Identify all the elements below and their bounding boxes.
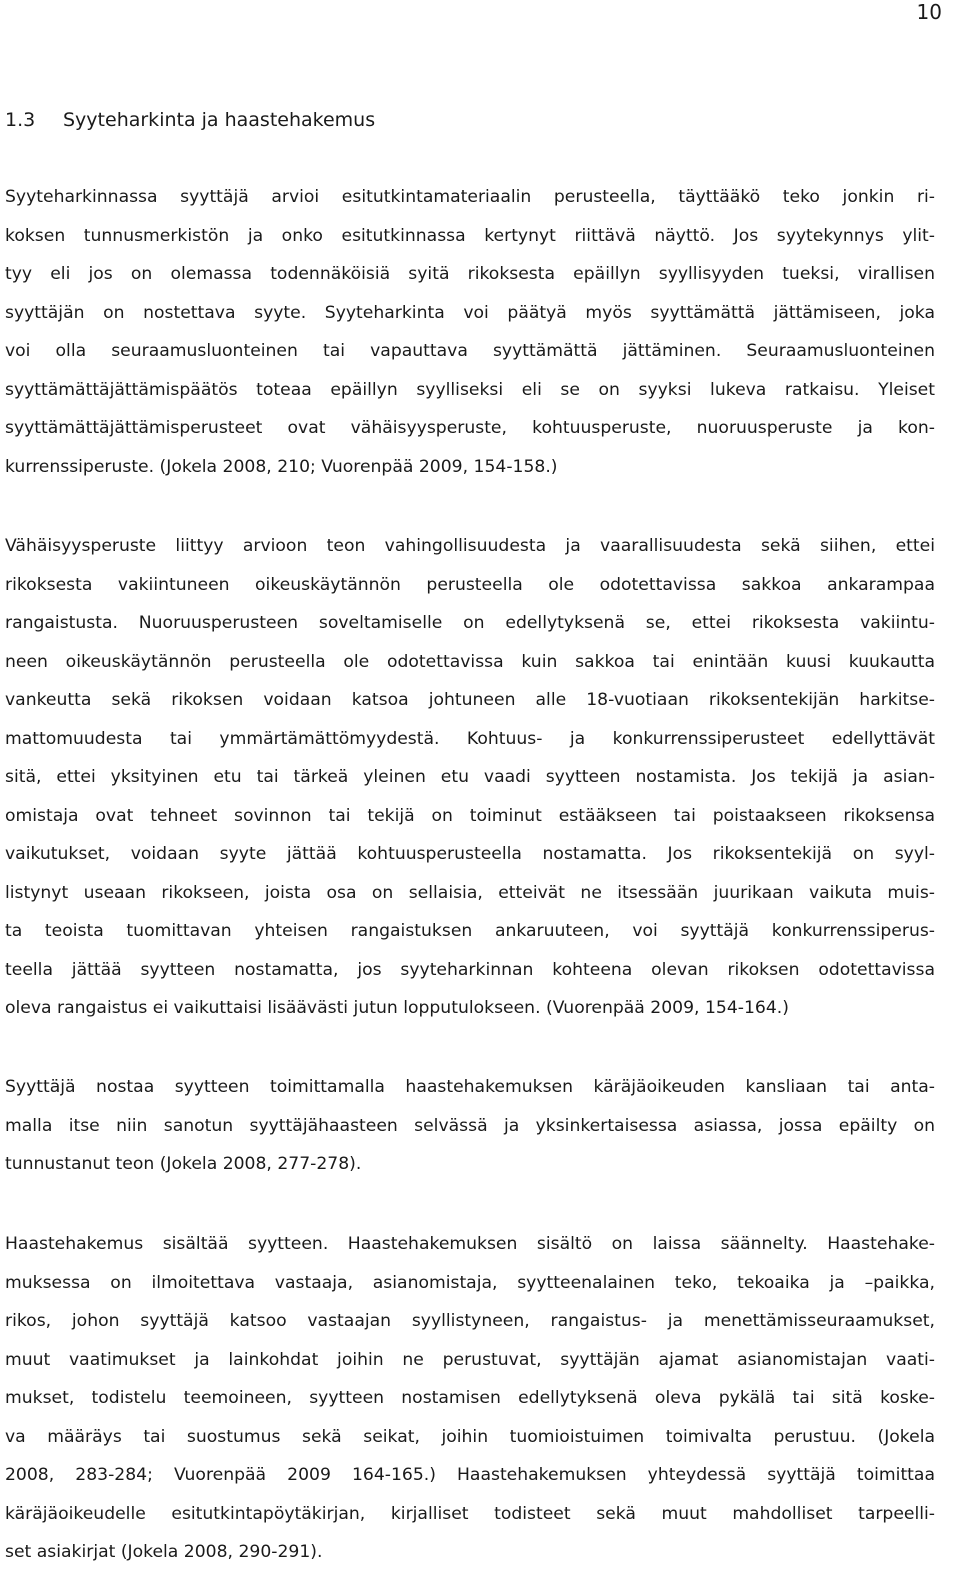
text-line: omistaja ovat tehneet sovinnon tai tekijä on toiminut estääkseen tai poistaakseen rikoksensa xyxy=(5,805,935,826)
text-line: set asiakirjat (Jokela 2008, 290-291). xyxy=(5,1542,323,1562)
text-line: syyttäjän on nostettava syyte. Syyteharkinta voi päätyä myös syyttämättä jättämiseen, joka xyxy=(5,302,935,323)
text-line: koksen tunnusmerkistön ja onko esitutkinnassa kertynyt riittävä näyttö. Jos syytekynnys ylit- xyxy=(5,225,935,246)
text-line: kurrenssiperuste. (Jokela 2008, 210; Vuorenpää 2009, 154-158.) xyxy=(5,456,558,477)
text-line: käräjäoikeudelle esitutkintapöytäkirjan, kirjalliset todisteet sekä muut mahdolliset tarpeelli- xyxy=(5,1503,935,1524)
text-line: Syyttäjä nostaa syytteen toimittamalla haastehakemuksen käräjäoikeuden kansliaan tai anta- xyxy=(5,1077,935,1097)
paragraph-haastehakemus xyxy=(5,1225,935,1572)
text-line: malla itse niin sanotun syyttäjähaasteen selvässä ja yksinkertaisessa asiassa, jossa epäilty on xyxy=(5,1115,935,1136)
text-line: Syyteharkinnassa syyttäjä arvioi esitutkintamateriaalin perusteella, täyttääkö teko jonkin ri- xyxy=(5,187,935,207)
text-line: ta teoista tuomittavan yhteisen rangaistuksen ankaruuteen, voi syyttäjä konkurrenssiperus- xyxy=(5,921,935,941)
text-line: muksessa on ilmoitettava vastaaja, asianomistaja, syytteenalainen teko, tekoaika ja –paikka, xyxy=(5,1272,935,1293)
text-line: sitä, ettei yksityinen etu tai tärkeä yleinen etu vaadi syytteen nostamista. Jos tekijä ja asian- xyxy=(5,767,935,787)
text-line: rikoksesta vakiintuneen oikeuskäytännön perusteella ole odotettavissa sakkoa ankarampaa xyxy=(5,574,935,595)
text-line: rikos, johon syyttäjä katsoo vastaajan syyllistyneen, rangaistus- ja menettämisseuraamukset, xyxy=(5,1311,935,1331)
text-line: mattomuudesta tai ymmärtämättömyydestä. Kohtuus- ja konkurrenssiperusteet edellyttävät xyxy=(5,728,935,749)
text-line: mukset, todistelu teemoineen, syytteen nostamisen edellytyksenä oleva pykälä tai sitä koske- xyxy=(5,1388,935,1408)
text-line: tyy eli jos on olemassa todennäköisiä syitä rikoksesta epäillyn syyllisyyden tueksi, virallisen xyxy=(5,264,935,284)
text-line: tunnustanut teon (Jokela 2008, 277-278). xyxy=(5,1154,362,1174)
text-line: neen oikeuskäytännön perusteella ole odotettavissa kuin sakkoa tai enintään kuusi kuukautta xyxy=(5,651,935,672)
section-number: 1.3 xyxy=(5,109,36,131)
text-line: muut vaatimukset ja lainkohdat joihin ne perustuvat, syyttäjän ajamat asianomistajan vaati- xyxy=(5,1349,935,1370)
section-heading xyxy=(5,108,375,132)
text-line: teella jättää syytteen nostamatta, jos syyteharkinnan kohteena olevan rikoksen odotettavissa xyxy=(5,959,935,980)
paragraph-syyteharkinta xyxy=(5,178,935,486)
text-line: voi olla seuraamusluonteinen tai vapauttava syyttämättä jättäminen. Seuraamusluonteinen xyxy=(5,341,935,361)
paragraph-syyttamattajattamisperusteet xyxy=(5,527,935,1028)
text-line: listynyt useaan rikokseen, joista osa on sellaisia, etteivät ne itsessään juurikaan vaikuta muis- xyxy=(5,882,935,903)
text-line: 2008, 283-284; Vuorenpää 2009 164-165.) Haastehakemuksen yhteydessä syyttäjä toimittaa xyxy=(5,1465,935,1485)
text-line: oleva rangaistus ei vaikuttaisi lisäävästi jutun lopputulokseen. (Vuorenpää 2009, 154-164.) xyxy=(5,998,789,1018)
page-number: 10 xyxy=(916,0,942,24)
paragraph-syytteen-nostaminen xyxy=(5,1068,935,1184)
text-line: Haastehakemus sisältää syytteen. Haastehakemuksen sisältö on laissa säännelty. Haastehake- xyxy=(5,1234,935,1254)
text-line: Vähäisyysperuste liittyy arvioon teon vahingollisuudesta ja vaarallisuudesta sekä siihen, ettei xyxy=(5,536,935,556)
text-line: syyttämättäjättämispäätös toteaa epäillyn syylliseksi eli se on syyksi lukeva ratkaisu. Yleiset xyxy=(5,379,935,400)
text-line: va määräys tai suostumus sekä seikat, joihin tuomioistuimen toimivalta perustuu. (Jokela xyxy=(5,1426,935,1447)
section-title: Syyteharkinta ja haastehakemus xyxy=(63,109,376,131)
text-line: vaikutukset, voidaan syyte jättää kohtuusperusteella nostamatta. Jos rikoksentekijä on syyl- xyxy=(5,844,935,864)
text-line: rangaistusta. Nuoruusperusteen soveltamiselle on edellytyksenä se, ettei rikoksesta vakiintu- xyxy=(5,613,935,633)
text-line: vankeutta sekä rikoksen voidaan katsoa johtuneen alle 18-vuotiaan rikoksentekijän harkitse- xyxy=(5,690,935,710)
text-line: syyttämättäjättämisperusteet ovat vähäisyysperuste, kohtuusperuste, nuoruusperuste ja kon- xyxy=(5,418,935,438)
